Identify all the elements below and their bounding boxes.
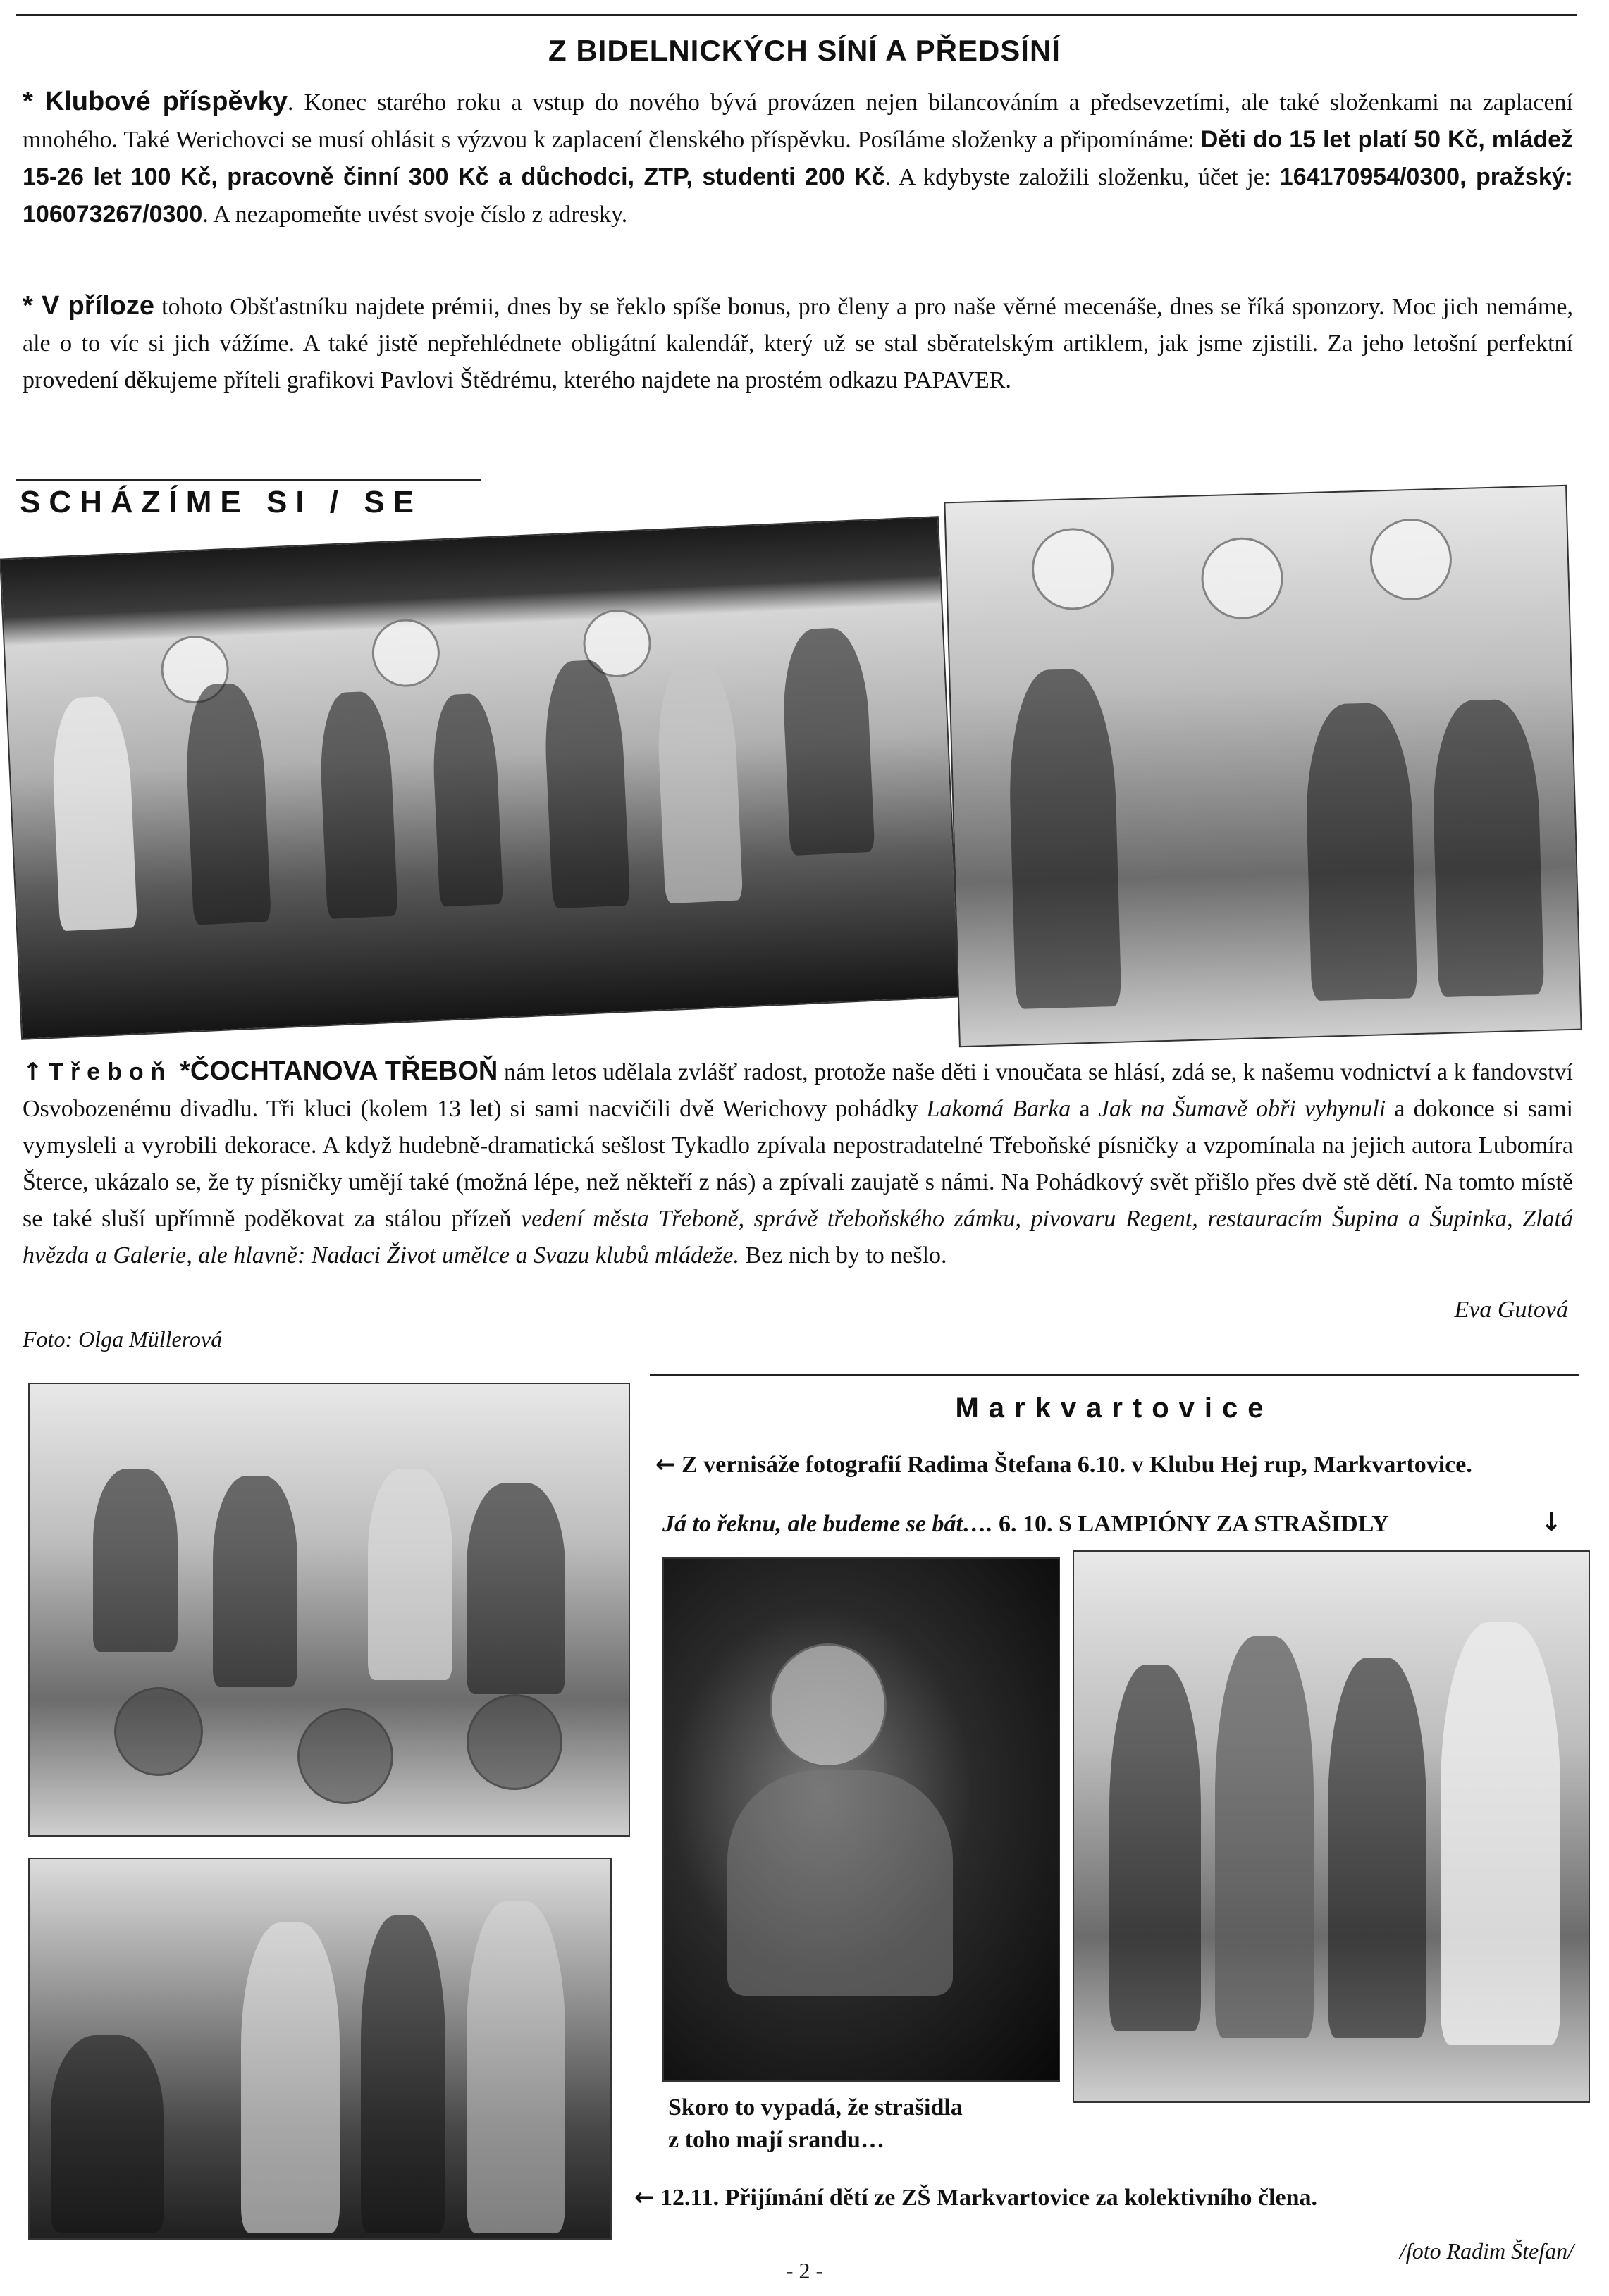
markvartovice-title: Markvartovice bbox=[955, 1393, 1274, 1424]
trebon-title-2: Jak na Šumavě obři vyhynuli bbox=[1098, 1096, 1386, 1122]
trebon-and: a bbox=[1071, 1096, 1099, 1122]
markvartovice-rule bbox=[650, 1374, 1579, 1376]
club-fees-text-1: . Konec starého roku a vstup do nového bývá provázen nejen bilancováním a předsevzetími, ale také složenkami na zaplacení mnohého. Také Werichovci se musí ohlásit s výzvou k zaplacení členského příspěvku. Posíláme složenky a připomínáme: bbox=[23, 90, 1573, 153]
page-number: - 2 - bbox=[785, 2258, 824, 2283]
trebon-title-1: Lakomá Barka bbox=[926, 1096, 1071, 1122]
trebon-text-2: a dokonce si sami vymysleli a vyrobili dekorace. A když hudebně-dramatická sešlost Tykadlo zpívala nepostradatelné Třeboňské písničky a vzpomínala na jejich autora Lubomíra Šterce, ukázalo se, že ty písničky umějí také (možná lépe, než někteří z nás) a zpívali zaujatě s námi. Na Pohádkový svět přišlo přes dvě stě dětí. Na tomto místě se také sluší upřímně poděkovat za stálou přízeň bbox=[23, 1096, 1573, 1232]
caption-lampiony bbox=[662, 1511, 1389, 1538]
section-title: SCHÁZÍME SI / SE bbox=[20, 485, 422, 519]
page-title: Z BIDELNICKÝCH SÍNÍ A PŘEDSÍNÍ bbox=[548, 34, 1061, 67]
trebon-photo-credit: Foto: Olga Müllerová bbox=[23, 1326, 223, 1352]
arrow-left-icon: ← bbox=[634, 2183, 655, 2211]
photo-trebon-boys bbox=[944, 485, 1582, 1047]
caption-strasidla: Skoro to vypadá, že strašidla z toho mají srandu… bbox=[668, 2094, 963, 2153]
markvartovice-photo-credit: /foto Radim Štefan/ bbox=[1399, 2238, 1574, 2264]
photo-strasidlo bbox=[662, 1557, 1060, 2082]
caption-zs bbox=[634, 2183, 1317, 2211]
caption-vernisaz bbox=[655, 1450, 1472, 1479]
arrow-left-icon: ← bbox=[655, 1450, 676, 1479]
caption-lampiony-rest: 6. 10. S LAMPIÓNY ZA STRAŠIDLY bbox=[992, 1511, 1389, 1537]
club-fees-rates: Děti do 15 let platí 50 Kč, mládež 15-26 let 100 Kč, pracovně činní 300 Kč a důchodci, ZTP, studenti 200 Kč bbox=[23, 126, 1573, 190]
trebon-author: Eva Gutová bbox=[1454, 1297, 1568, 1323]
club-fees-account: 164170954/0300, pražský: 106073267/0300 bbox=[23, 163, 1573, 228]
club-fees-paragraph bbox=[23, 83, 1573, 233]
caption-lampiony-italic: Já to řeknu, ale budeme se bát…. bbox=[662, 1511, 993, 1537]
attachment-text: tohoto Obšťastníku najdete prémii, dnes by se řeklo spíše bonus, pro členy a pro naše věrné mecenáše, dnes se říká sponzory. Moc jich nemáme, ale o to víc si jich vážíme. A také jistě nepřehlédnete obligátní kalendář, který už se stal sběratelským artiklem, jak jsme zjistili. Za jeho letošní perfektní provedení děkujeme příteli grafikovi Pavlovi Štědrému, kterého najdete na prostém odkazu PAPAVER. bbox=[23, 294, 1573, 393]
photo-vernisaz bbox=[28, 1383, 630, 1837]
section-rule bbox=[16, 479, 481, 481]
attachment-lead: * V příloze bbox=[23, 291, 155, 321]
club-fees-text-3: . A nezapomeňte uvést svoje číslo z adresky. bbox=[202, 202, 628, 228]
trebon-text-3: Bez nich by to nešlo. bbox=[739, 1242, 947, 1269]
photo-trebon-stage bbox=[0, 516, 961, 1040]
trebon-paragraph bbox=[23, 1053, 1573, 1274]
arrow-up-icon: ↑ bbox=[23, 1058, 43, 1086]
trebon-text-1: nám letos udělala zvlášť radost, protože naše děti i vnoučata se hlásí, zdá se, k našemu vodnictví a k fandovství Osvobozenému divadlu. Tři kluci (kolem 13 let) si sami nacvičili dvě Werichovy pohádky bbox=[23, 1059, 1573, 1122]
trebon-headline: *ČOCHTANOVA TŘEBOŇ bbox=[172, 1056, 498, 1086]
caption-vernisaz-text: Z vernisáže fotografií Radima Štefana 6.10. v Klubu Hej rup, Markvartovice. bbox=[682, 1452, 1472, 1478]
trebon-place: Třeboň bbox=[49, 1058, 173, 1085]
caption-zs-text: 12.11. Přijímání dětí ze ZŠ Markvartovice za kolektivního člena. bbox=[660, 2185, 1318, 2211]
photo-strasidla-group bbox=[1073, 1550, 1590, 2103]
photo-zs-children bbox=[28, 1858, 612, 2240]
top-rule bbox=[16, 14, 1577, 16]
trebon-thanks: vedení města Třeboně, správě třeboňského zámku, pivovaru Regent, restauracím Šupina a Šupinka, Zlatá hvězda a Galerie, ale hlavně: Nadaci Život umělce a Svazu klubů mládeže. bbox=[23, 1206, 1574, 1269]
attachment-paragraph bbox=[23, 288, 1573, 399]
arrow-down-icon: ↓ bbox=[1541, 1508, 1562, 1537]
club-fees-text-2: . A kdybyste založili složenku, účet je: bbox=[884, 164, 1280, 190]
club-fees-lead: * Klubové příspěvky bbox=[23, 87, 288, 116]
